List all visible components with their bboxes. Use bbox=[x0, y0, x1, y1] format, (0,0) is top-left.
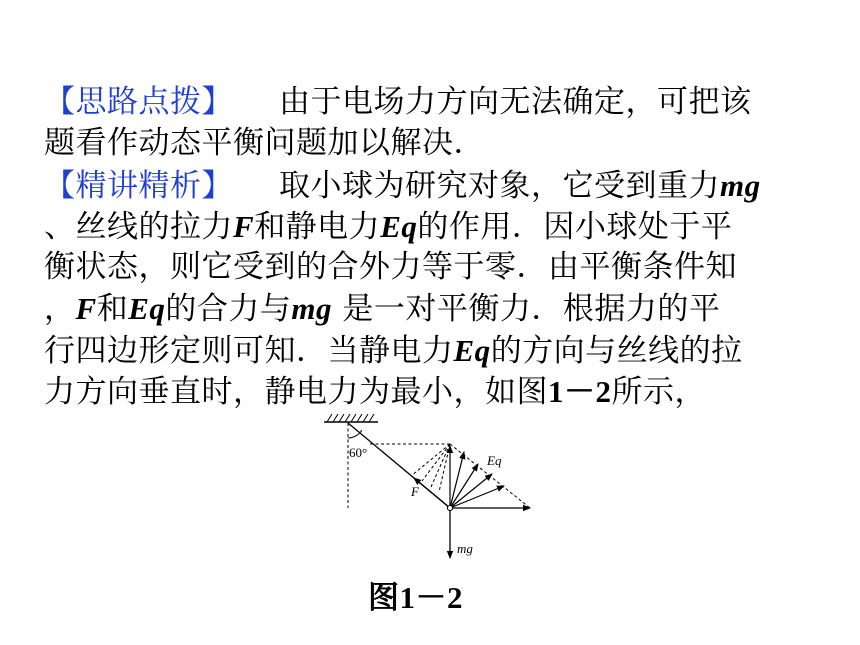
analysis-text-5b: 的方向与丝线的拉 bbox=[490, 332, 743, 369]
var-eq: Eq bbox=[128, 291, 166, 327]
var-eq: Eq bbox=[453, 332, 491, 368]
analysis-text-5a: 行四边形定则可知．当静电力 bbox=[44, 332, 454, 369]
var-f: F bbox=[233, 208, 255, 244]
angle-label: 60° bbox=[349, 445, 368, 460]
hint-text-2: 题看作动态平衡问题加以解决． bbox=[44, 125, 485, 162]
var-f: F bbox=[75, 291, 97, 327]
analysis-text-4a: ， bbox=[44, 291, 76, 328]
charged-ball bbox=[447, 505, 452, 510]
analysis-text-2c: 的作用．因小球处于平 bbox=[417, 208, 733, 245]
f-label: F bbox=[411, 484, 419, 499]
explanation-text bbox=[44, 82, 814, 412]
analysis-tag: 【精讲精析】 bbox=[44, 167, 233, 204]
analysis-text-4d: 是一对平衡力．根据力的平 bbox=[332, 291, 721, 328]
eq-label: Eq bbox=[487, 453, 502, 468]
paragraph2-line4 bbox=[44, 288, 814, 329]
f-force-arrow bbox=[414, 478, 450, 508]
ceiling-hatch bbox=[324, 414, 378, 422]
figure-caption bbox=[368, 572, 463, 617]
var-eq: Eq bbox=[380, 208, 418, 244]
paragraph1-line1 bbox=[44, 82, 814, 123]
analysis-text-4c: 的合力与 bbox=[165, 291, 292, 328]
force-diagram bbox=[318, 412, 538, 572]
paragraph2-line6 bbox=[44, 371, 814, 412]
analysis-text-3: 衡状态，则它受到的合外力等于零．由平衡条件知 bbox=[44, 249, 737, 286]
paragraph1-line2 bbox=[44, 123, 814, 164]
paragraph2-line3 bbox=[44, 247, 814, 288]
analysis-text-4b: 和 bbox=[96, 291, 129, 328]
hint-tag: 【思路点拨】 bbox=[44, 84, 233, 120]
paragraph2-line5 bbox=[44, 330, 814, 371]
figure-ref: 1－2 bbox=[548, 374, 612, 410]
analysis-text-2a: 、丝线的拉力 bbox=[44, 208, 233, 245]
analysis-text-2b: 和静电力 bbox=[254, 208, 381, 245]
caption-prefix: 图 bbox=[368, 580, 400, 616]
analysis-text-1: 取小球为研究对象，它受到重力 bbox=[279, 167, 720, 204]
var-mg: mg bbox=[720, 167, 761, 203]
mg-label: mg bbox=[457, 541, 473, 556]
analysis-text-6b: 所示， bbox=[611, 374, 706, 411]
angle-arc bbox=[348, 430, 362, 438]
paragraph2-line1 bbox=[44, 165, 814, 206]
caption-number: 1－2 bbox=[399, 580, 463, 615]
var-mg: mg bbox=[291, 291, 332, 327]
hint-text-1: 由于电场力方向无法确定，可把该 bbox=[279, 84, 752, 120]
analysis-text-6a: 力方向垂直时，静电力为最小，如图 bbox=[44, 374, 548, 411]
paragraph2-line2 bbox=[44, 206, 814, 247]
